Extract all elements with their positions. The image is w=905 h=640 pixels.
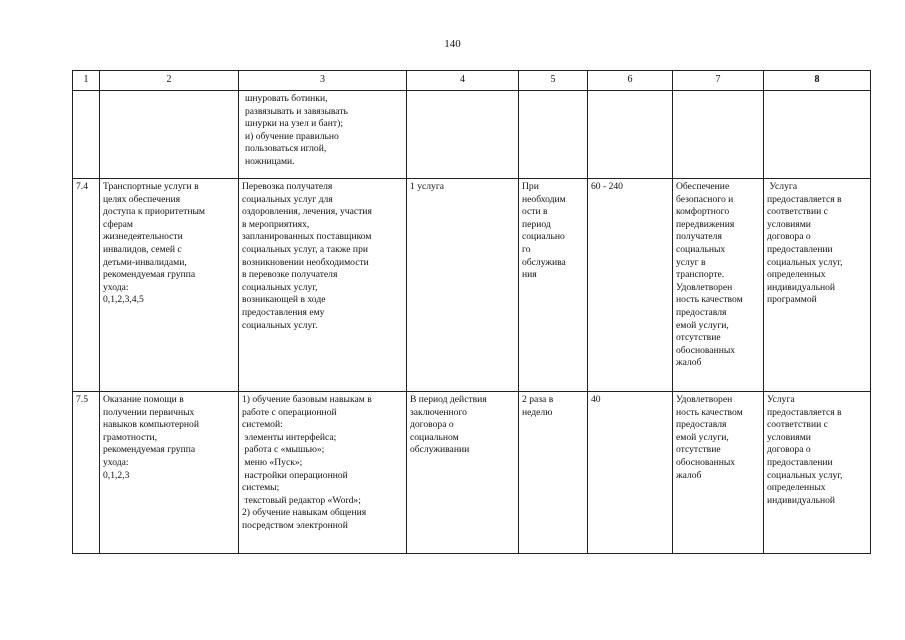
service-name-line: получении первичных bbox=[103, 406, 195, 418]
service-name-line: навыков компьютерной bbox=[103, 419, 199, 431]
header-cell: 3 bbox=[239, 71, 407, 91]
service-period bbox=[519, 179, 588, 392]
service-description-line: 2) обучение навыкам общения bbox=[242, 507, 367, 519]
service-name-line: ухода: bbox=[103, 456, 129, 468]
quality-indicators-line: отсутствие bbox=[676, 332, 721, 344]
service-conditions-line: социальных услуг, bbox=[767, 469, 843, 481]
service-time bbox=[588, 179, 673, 392]
table-row bbox=[73, 91, 871, 179]
service-volume-line: 1 услуга bbox=[410, 181, 445, 192]
quality-indicators-line: жалоб bbox=[676, 357, 702, 369]
service-conditions-line: Услуга bbox=[767, 181, 798, 192]
service-volume bbox=[407, 179, 519, 392]
service-conditions-line: предоставлении bbox=[767, 456, 833, 468]
service-conditions-line: определенных bbox=[767, 269, 826, 281]
service-conditions-line: условиями bbox=[767, 218, 811, 230]
service-conditions-line: определенных bbox=[767, 482, 826, 494]
quality-indicators-line: безопасного и bbox=[676, 193, 734, 205]
row-number bbox=[73, 392, 100, 554]
service-description-line: настройки операционной bbox=[242, 469, 348, 481]
quality-indicators-line: жалоб bbox=[676, 469, 702, 481]
service-description-line: в перевозке получателя bbox=[242, 269, 338, 281]
page-number: 140 bbox=[444, 38, 461, 50]
quality-indicators-line: Удовлетворен bbox=[676, 394, 733, 405]
service-volume bbox=[407, 392, 519, 554]
service-description bbox=[239, 179, 407, 392]
quality-indicators-line: емой услуги, bbox=[676, 431, 729, 443]
table-row bbox=[73, 179, 871, 392]
service-description-line: элементы интерфейса; bbox=[242, 431, 337, 443]
header-cell: 1 bbox=[73, 71, 100, 91]
service-conditions-line: договора о bbox=[767, 231, 811, 243]
service-volume-line: договора о bbox=[410, 419, 454, 431]
quality-indicators bbox=[673, 392, 764, 554]
service-conditions-line: соответствии с bbox=[767, 206, 828, 218]
service-volume-line: социальном bbox=[410, 431, 459, 443]
service-description-line: ножницами. bbox=[245, 155, 295, 167]
service-conditions-line: индивидуальной bbox=[767, 281, 836, 293]
quality-indicators bbox=[673, 179, 764, 392]
service-conditions-line: социальных услуг, bbox=[767, 256, 843, 268]
service-description-line: шнурки на узел и бант); bbox=[245, 118, 343, 130]
service-name bbox=[100, 392, 239, 554]
quality-indicators-line: обоснованных bbox=[676, 456, 736, 468]
service-name-line: рекомендуемая группа bbox=[103, 269, 196, 281]
service-description-line: социальных услуг, bbox=[242, 281, 318, 293]
row-number-text: 7.5 bbox=[76, 394, 88, 405]
service-period-line: ния bbox=[522, 269, 537, 281]
service-name-line: целях обеспечения bbox=[103, 193, 181, 205]
service-description-line: работе с операционной bbox=[242, 406, 337, 418]
quality-indicators-line: передвижения bbox=[676, 218, 735, 230]
header-row bbox=[73, 71, 871, 91]
service-period-line: обслужива bbox=[522, 256, 566, 268]
quality-indicators-line: социальных bbox=[676, 243, 726, 255]
service-description-line: возникающей в ходе bbox=[242, 294, 326, 306]
service-conditions bbox=[764, 392, 871, 554]
quality-indicators-line: ность качеством bbox=[676, 406, 743, 418]
service-description-line: системы; bbox=[242, 482, 280, 494]
service-period-line: необходим bbox=[522, 193, 566, 205]
service-description-line: возникновении необходимости bbox=[242, 256, 369, 268]
service-time bbox=[588, 91, 673, 179]
service-conditions-line: соответствии с bbox=[767, 419, 828, 431]
quality-indicators-line: емой услуги, bbox=[676, 319, 729, 331]
service-volume-line: заключенного bbox=[410, 406, 467, 418]
service-period-line: При bbox=[522, 181, 539, 192]
service-name-line: инвалидов, семей с bbox=[103, 243, 182, 255]
service-name-line: грамотности, bbox=[103, 431, 158, 443]
quality-indicators-line: услуг в bbox=[676, 256, 706, 268]
service-description-line: шнуровать ботинки, bbox=[245, 93, 328, 104]
service-description-line: предоставления ему bbox=[242, 306, 325, 318]
quality-indicators-line: предоставля bbox=[676, 306, 727, 318]
service-description-line: и) обучение правильно bbox=[245, 130, 339, 142]
table-body bbox=[73, 91, 871, 554]
service-volume-line: обслуживании bbox=[410, 444, 470, 456]
service-description-line: текстовый редактор «Word»; bbox=[242, 494, 361, 506]
table-row bbox=[73, 392, 871, 554]
service-description bbox=[239, 392, 407, 554]
service-time bbox=[588, 392, 673, 554]
service-name-line: сферам bbox=[103, 218, 133, 230]
service-description-line: развязывать и завязывать bbox=[245, 105, 348, 117]
service-conditions bbox=[764, 91, 871, 179]
service-conditions-line: предоставляется в bbox=[767, 406, 842, 418]
service-conditions-line: предоставляется в bbox=[767, 193, 842, 205]
service-conditions-line: индивидуальной bbox=[767, 494, 836, 506]
row-number bbox=[73, 91, 100, 179]
service-conditions-line: договора о bbox=[767, 444, 811, 456]
service-period-line: социально bbox=[522, 231, 565, 243]
header-cell: 8 bbox=[764, 71, 871, 91]
service-name-line: рекомендуемая группа bbox=[103, 444, 196, 456]
service-time-line: 40 bbox=[591, 394, 601, 405]
service-name-line: Оказание помощи в bbox=[103, 394, 184, 405]
service-description-line: запланированных поставщиком bbox=[242, 231, 372, 243]
service-description-line: оздоровления, лечения, участия bbox=[242, 206, 372, 218]
service-description-line: в мероприятиях, bbox=[242, 218, 310, 230]
service-volume bbox=[407, 91, 519, 179]
service-description-line: Перевозка получателя bbox=[242, 181, 333, 192]
header-cell: 7 bbox=[673, 71, 764, 91]
quality-indicators-line: транспорте. bbox=[676, 269, 725, 281]
service-name-line: жизнедеятельности bbox=[103, 231, 183, 243]
service-conditions bbox=[764, 179, 871, 392]
service-period-line: неделю bbox=[522, 406, 553, 418]
header-cell: 5 bbox=[519, 71, 588, 91]
row-number bbox=[73, 179, 100, 392]
quality-indicators-line: отсутствие bbox=[676, 444, 721, 456]
service-description-line: работа с «мышью»; bbox=[242, 444, 325, 456]
header-cell: 4 bbox=[407, 71, 519, 91]
service-conditions-line: условиями bbox=[767, 431, 811, 443]
service-name-line: детьми-инвалидами, bbox=[103, 256, 187, 268]
service-description-line: пользоваться иглой, bbox=[245, 143, 327, 155]
service-description-line: социальных услуг для bbox=[242, 193, 333, 205]
quality-indicators-line: комфортного bbox=[676, 206, 730, 218]
service-period-line: 2 раза в bbox=[522, 394, 554, 405]
service-name-line: Транспортные услуги в bbox=[103, 181, 199, 192]
service-description-line: посредством электронной bbox=[242, 519, 348, 531]
row-number-text: 7.4 bbox=[76, 181, 88, 192]
service-name bbox=[100, 91, 239, 179]
service-description bbox=[239, 91, 407, 179]
service-conditions-line: Услуга bbox=[767, 394, 795, 405]
service-name-line: доступа к приоритетным bbox=[103, 206, 205, 218]
service-description-line: системой: bbox=[242, 419, 283, 431]
header-cell: 6 bbox=[588, 71, 673, 91]
service-name-line: ухода: bbox=[103, 281, 129, 293]
quality-indicators-line: предоставля bbox=[676, 419, 727, 431]
service-conditions-line: предоставлении bbox=[767, 243, 833, 255]
service-period bbox=[519, 392, 588, 554]
service-time-line: 60 - 240 bbox=[591, 181, 623, 192]
quality-indicators-line: ность качеством bbox=[676, 294, 743, 306]
quality-indicators-line: получателя bbox=[676, 231, 722, 243]
service-conditions-line: программой bbox=[767, 294, 817, 306]
service-description-line: социальных услуг, а также при bbox=[242, 243, 369, 255]
service-description-line: 1) обучение базовым навыкам в bbox=[242, 394, 372, 405]
service-name-line: 0,1,2,3,4,5 bbox=[103, 294, 144, 306]
service-description-line: меню «Пуск»; bbox=[242, 456, 303, 468]
quality-indicators-line: обоснованных bbox=[676, 344, 736, 356]
quality-indicators-line: Обеспечение bbox=[676, 181, 730, 192]
service-period-line: го bbox=[522, 243, 531, 255]
service-name-line: 0,1,2,3 bbox=[103, 469, 130, 481]
service-period bbox=[519, 91, 588, 179]
service-period-line: период bbox=[522, 218, 551, 230]
service-description-line: социальных услуг. bbox=[242, 319, 318, 331]
quality-indicators bbox=[673, 91, 764, 179]
service-period-line: ости в bbox=[522, 206, 548, 218]
quality-indicators-line: Удовлетворен bbox=[676, 281, 733, 293]
services-table bbox=[72, 70, 871, 554]
service-volume-line: В период действия bbox=[410, 394, 487, 405]
service-name bbox=[100, 179, 239, 392]
header-cell: 2 bbox=[100, 71, 239, 91]
